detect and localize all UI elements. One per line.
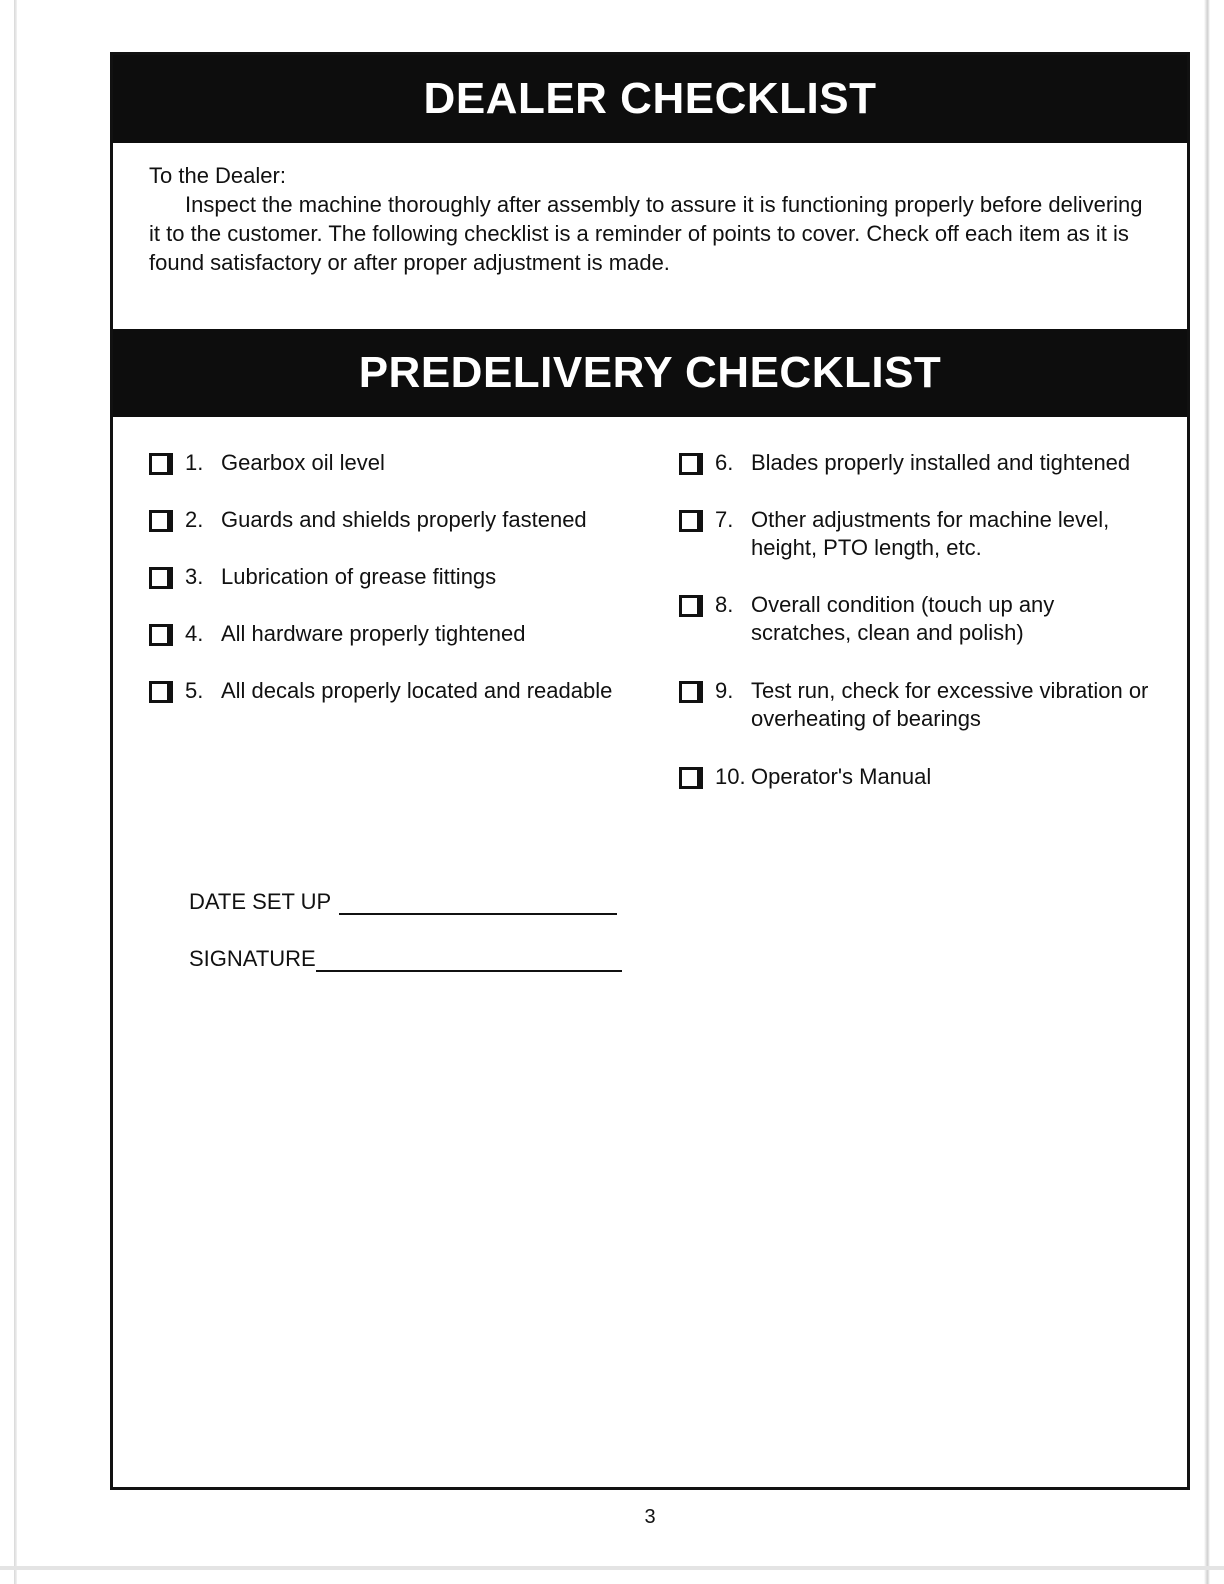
checkbox-icon[interactable] [679, 767, 703, 789]
signature-line[interactable] [316, 946, 622, 972]
date-set-up-field [189, 889, 617, 915]
checklist-item[interactable] [679, 449, 1179, 477]
dealer-salutation: To the Dealer: [149, 163, 286, 188]
item-number: 4. [185, 621, 204, 646]
checkbox-icon[interactable] [149, 624, 173, 646]
checklist-item[interactable] [679, 677, 1179, 733]
checkbox-icon[interactable] [679, 453, 703, 475]
checkbox-icon[interactable] [679, 595, 703, 617]
checklist-item[interactable] [149, 506, 587, 534]
item-number: 2. [185, 507, 204, 532]
signature-label: SIGNATURE [189, 946, 316, 971]
item-text: All decals properly located and readable [221, 678, 613, 703]
checkbox-icon[interactable] [679, 510, 703, 532]
predelivery-checklist-title: PREDELIVERY CHECKLIST [113, 329, 1187, 417]
signature-field [189, 946, 622, 972]
date-set-up-label: DATE SET UP [189, 889, 332, 914]
date-set-up-line[interactable] [339, 889, 617, 915]
item-number: 8. [715, 592, 734, 617]
checklist-item[interactable] [679, 763, 1179, 791]
dealer-instructions-body: Inspect the machine thoroughly after assembly to assure it is functioning properly before delivering it to the customer. The following checklist is a reminder of points to cover. Check off each item as it is found satisfactory or after proper adjustment is made. [149, 192, 1143, 275]
dealer-checklist-title: DEALER CHECKLIST [113, 55, 1187, 143]
page-edge-left [14, 0, 17, 1584]
item-text: Lubrication of grease fittings [221, 564, 497, 589]
item-text: Guards and shields properly fastened [221, 507, 587, 532]
item-text: Blades properly installed and tightened [751, 450, 1131, 475]
item-text: Overall condition (touch up any scratches, clean and polish) [751, 592, 1055, 645]
checkbox-icon[interactable] [149, 453, 173, 475]
checkbox-icon[interactable] [149, 681, 173, 703]
page-number: 3 [644, 1506, 656, 1528]
item-text: Test run, check for excessive vibration or overheating of bearings [751, 678, 1149, 731]
item-number: 1. [185, 450, 204, 475]
item-number: 3. [185, 564, 204, 589]
page-edge-bottom [0, 1566, 1224, 1570]
checklist-item[interactable] [149, 563, 496, 591]
item-text: Gearbox oil level [221, 450, 385, 475]
checklist-item[interactable] [149, 677, 612, 705]
checklist-item[interactable] [149, 620, 526, 648]
checklist-frame [110, 52, 1190, 1490]
checklist-item[interactable] [679, 591, 1119, 647]
item-text: All hardware properly tightened [221, 621, 526, 646]
page-edge-right [1204, 0, 1210, 1584]
checkbox-icon[interactable] [149, 510, 173, 532]
item-text: Operator's Manual [751, 764, 932, 789]
checklist-item[interactable] [679, 506, 1149, 562]
item-number: 10. [715, 764, 746, 789]
item-number: 6. [715, 450, 734, 475]
checklist-item[interactable] [149, 449, 385, 477]
checkbox-icon[interactable] [679, 681, 703, 703]
checkbox-icon[interactable] [149, 567, 173, 589]
item-number: 7. [715, 507, 734, 532]
item-text: Other adjustments for machine level, height, PTO length, etc. [751, 507, 1110, 560]
item-number: 9. [715, 678, 734, 703]
dealer-instructions [149, 161, 1159, 277]
item-number: 5. [185, 678, 204, 703]
